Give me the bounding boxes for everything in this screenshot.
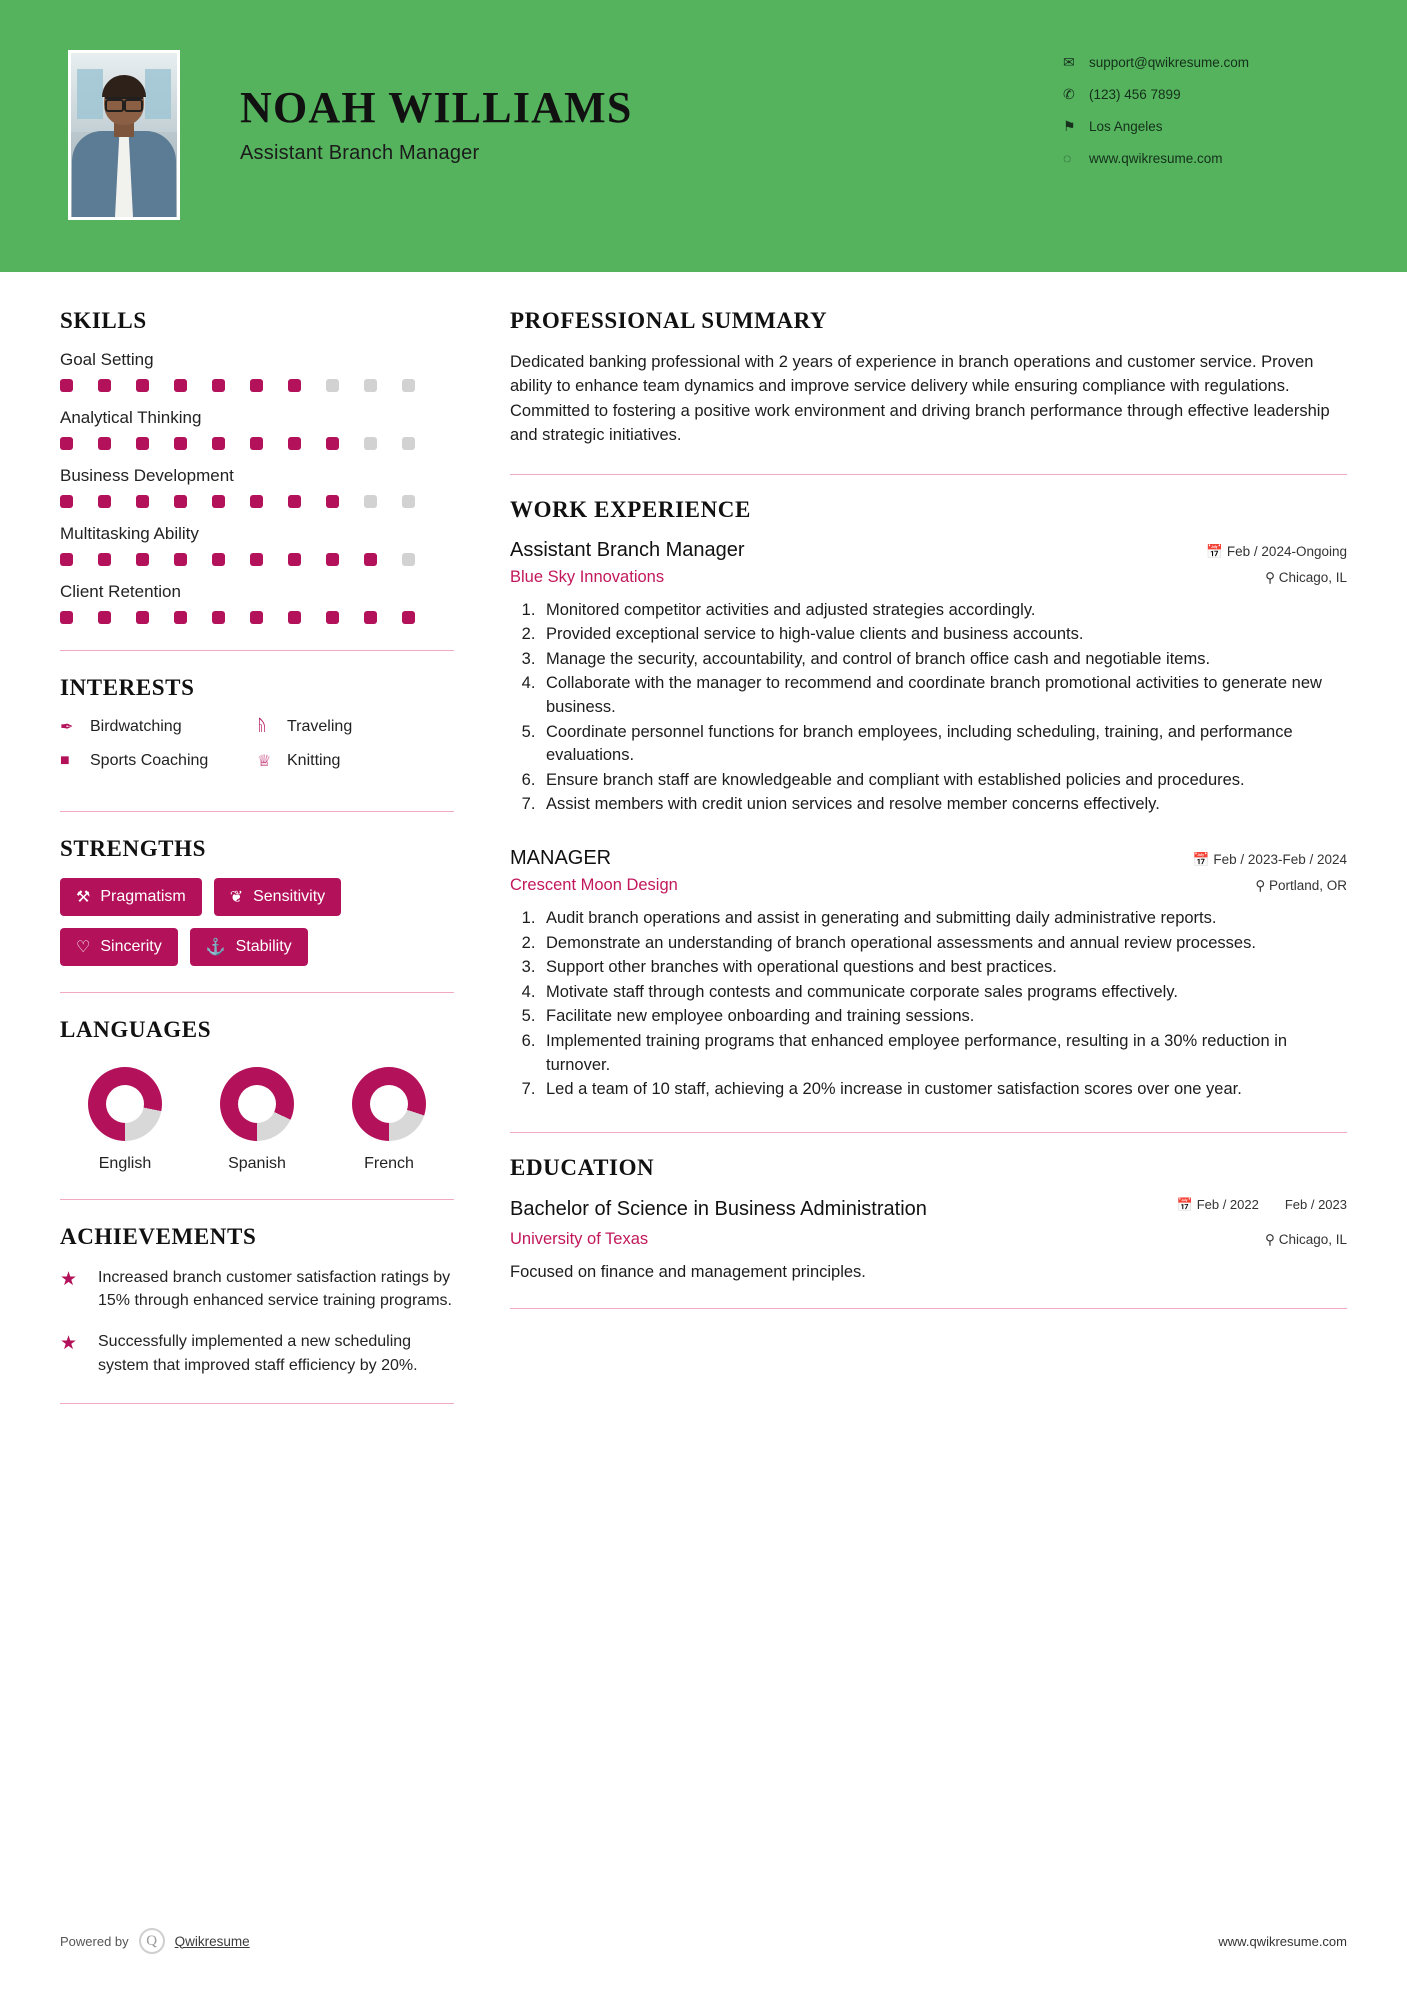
language-proficiency-donut (352, 1067, 426, 1141)
contact-phone-value[interactable]: (123) 456 7899 (1089, 87, 1181, 102)
skill-rating-dot (402, 495, 415, 508)
skill-rating-dot (364, 437, 377, 450)
skill-rating-dot (174, 379, 187, 392)
candidate-job-title: Assistant Branch Manager (240, 142, 480, 164)
bird-icon: ✒ (60, 719, 74, 736)
main-column (500, 272, 1347, 1428)
education-location (1265, 1232, 1347, 1248)
experience-dates: 📅 Feb / 2023-Feb / 2024 (1192, 851, 1347, 867)
education-school: University of Texas (510, 1229, 649, 1248)
skill-rating-dot (136, 379, 149, 392)
experience-location: ⚲ Chicago, IL (1265, 569, 1347, 585)
achievement-text: Increased branch customer satisfaction ratings by 15% through enhanced service training programs. (98, 1269, 452, 1310)
language-proficiency-donut (88, 1067, 162, 1141)
hammer-icon: ⚒ (76, 889, 91, 906)
bag-icon: ■ (60, 752, 70, 769)
experience-dates: 📅 Feb / 2024-Ongoing (1206, 543, 1347, 559)
envelope-icon: ✉ (1063, 54, 1075, 70)
education-description: Focused on finance and management principles. (510, 1262, 866, 1281)
contact-phone (1063, 86, 1353, 103)
contact-location-value: Los Angeles (1089, 119, 1163, 134)
skill-rating-dot (212, 553, 225, 566)
divider (510, 474, 1347, 475)
experience-role: MANAGER (510, 846, 612, 869)
skill-rating-dot (402, 379, 415, 392)
heart-icon: ♡ (76, 939, 91, 956)
contact-website (1063, 150, 1353, 166)
skills-title: SKILLS (60, 308, 147, 333)
brand-block (60, 1928, 250, 1954)
experience-duty: 5. Facilitate new employee onboarding and training sessions. (540, 1005, 1347, 1029)
interest-label: Knitting (287, 752, 341, 769)
experience-duty: 7. Assist members with credit union services and resolve member concerns effectively. (540, 793, 1347, 817)
contact-email-value[interactable]: support@qwikresume.com (1089, 55, 1250, 70)
skill-rating-dot (174, 553, 187, 566)
strengths-title: STRENGTHS (60, 836, 207, 861)
name-block (240, 83, 633, 165)
skill-rating-dot (136, 553, 149, 566)
divider (60, 811, 454, 812)
summary-title: PROFESSIONAL SUMMARY (510, 308, 828, 333)
resume-header (0, 0, 1407, 272)
skill-rating-dot (250, 379, 263, 392)
calendar-icon: 📅 (1176, 1196, 1194, 1212)
experience-section (510, 497, 1347, 1102)
experience-role: Assistant Branch Manager (510, 538, 745, 561)
education-end-date (1285, 1197, 1347, 1214)
interest-label: Birdwatching (90, 718, 182, 735)
skill-rating-dot (250, 495, 263, 508)
skill-rating-dot (136, 611, 149, 624)
skill-rating-dot (212, 379, 225, 392)
skill-rating-dot (326, 437, 339, 450)
skill-rating-dot (364, 611, 377, 624)
experience-entry (510, 847, 1347, 1102)
experience-duty: 4. Collaborate with the manager to recommend and coordinate branch promotional activities to generate new business. (540, 672, 1347, 719)
summary-text: Dedicated banking professional with 2 years of experience in branch operations and customer service. Proven ability to enhance team dynamics and improve service delivery while ensuring compliance with regulations. Committed to fostering a positive work environment and driving branch performance through effective leadership and strategic initiatives. (510, 353, 1330, 445)
experience-subheader (510, 568, 1347, 587)
languages-section (60, 1017, 454, 1173)
experience-duty: 2. Demonstrate an understanding of branch operational assessments and annual review processes. (540, 932, 1347, 956)
skill-rating-dot (60, 553, 73, 566)
experience-duty: 7. Led a team of 10 staff, achieving a 20% increase in customer satisfaction scores over one year. (540, 1078, 1347, 1102)
achievements-title: ACHIEVEMENTS (60, 1224, 257, 1249)
language-item (330, 1067, 448, 1173)
skill-rating-dot (326, 611, 339, 624)
globe-icon: ◌ (1063, 150, 1072, 166)
achievement-item (60, 1266, 454, 1312)
interest-item (257, 751, 454, 771)
skill-rating-dot (60, 611, 73, 624)
experience-duty: 3. Manage the security, accountability, and control of branch office cash and negotiable items. (540, 648, 1347, 672)
star-badge-icon: ★ (60, 1269, 78, 1290)
experience-duty-list (540, 907, 1347, 1102)
strengths-section (60, 836, 454, 966)
page-footer (0, 1928, 1407, 1954)
interest-label: Sports Coaching (90, 752, 209, 769)
qwikresume-logo-icon: Q (139, 1928, 165, 1954)
profile-photo (68, 50, 180, 220)
experience-title: WORK EXPERIENCE (510, 496, 751, 522)
skill-rating (60, 553, 454, 566)
photo-glasses (105, 97, 143, 106)
strength-chip (60, 928, 178, 966)
skill-rating-dot (364, 553, 377, 566)
skill-rating-dot (288, 553, 301, 566)
language-label: English (98, 1155, 152, 1172)
education-start-value: Feb / 2022 (1196, 1196, 1259, 1212)
contact-list (1063, 54, 1353, 181)
location-pin-icon: ⚲ (1265, 569, 1275, 585)
strength-label: Sincerity (100, 938, 162, 955)
languages-title: LANGUAGES (60, 1017, 212, 1042)
star-badge-icon: ★ (60, 1333, 78, 1355)
skill-rating (60, 379, 454, 392)
resume-body (0, 272, 1407, 1428)
skill-rating-dot (402, 553, 415, 566)
interest-item (60, 717, 257, 737)
skill-rating-dot (98, 437, 111, 450)
language-label: French (364, 1155, 414, 1172)
divider (60, 650, 454, 651)
phone-icon: ✆ (1063, 86, 1075, 102)
skill-rating (60, 611, 454, 624)
skill-rating-dot (250, 553, 263, 566)
skill-rating-dot (212, 611, 225, 624)
experience-duty: 6. Ensure branch staff are knowledgeable and compliant with established policies and procedures. (540, 769, 1347, 793)
skill-rating-dot (364, 379, 377, 392)
skill-rating-dot (288, 611, 301, 624)
skill-rating (60, 437, 454, 450)
skill-rating-dot (98, 379, 111, 392)
skill-rating-dot (98, 611, 111, 624)
experience-entry (510, 539, 1347, 817)
footer-url[interactable]: www.qwikresume.com (1218, 1933, 1347, 1949)
interests-list (60, 717, 454, 785)
skill-rating-dot (174, 611, 187, 624)
experience-duty: 2. Provided exceptional service to high-value clients and business accounts. (540, 623, 1347, 647)
experience-duty-list (540, 599, 1347, 817)
experience-location: ⚲ Portland, OR (1255, 877, 1347, 893)
interest-item (60, 751, 257, 771)
brand-link[interactable]: Qwikresume (174, 1933, 250, 1949)
calendar-icon: 📅 (1206, 543, 1224, 559)
skill-rating-dot (136, 437, 149, 450)
experience-duty: 6. Implemented training programs that enhanced employee performance, resulting in a 30% reduction in turnover. (540, 1030, 1347, 1077)
skill-rating-dot (364, 495, 377, 508)
experience-duty: 4. Motivate staff through contests and communicate corporate sales programs effectively. (540, 981, 1347, 1005)
experience-header (510, 847, 1347, 870)
education-section (510, 1155, 1347, 1282)
sidebar-column (60, 272, 500, 1428)
education-end-value: Feb / 2023 (1284, 1196, 1347, 1212)
experience-duty: 1. Audit branch operations and assist in generating and submitting daily administrative reports. (540, 907, 1347, 931)
strength-chip (60, 878, 202, 916)
summary-section (510, 308, 1347, 448)
divider (60, 992, 454, 993)
photo-window-right (145, 69, 171, 119)
education-title: EDUCATION (510, 1154, 655, 1180)
leaf-icon: ❦ (229, 889, 244, 906)
divider (510, 1308, 1347, 1309)
skill-rating-dot (60, 379, 73, 392)
skill-rating-dot (402, 437, 415, 450)
skill-rating (60, 495, 454, 508)
experience-company: Blue Sky Innovations (510, 567, 665, 586)
skill-rating-dot (212, 495, 225, 508)
skill-rating-dot (288, 379, 301, 392)
language-proficiency-donut (220, 1067, 294, 1141)
achievement-text: Successfully implemented a new scheduling system that improved staff efficiency by 20%. (98, 1333, 418, 1374)
skill-rating-dot (174, 495, 187, 508)
skill-rating-dot (250, 437, 263, 450)
skill-label: Client Retention (60, 582, 181, 601)
experience-duty: 3. Support other branches with operational questions and best practices. (540, 956, 1347, 980)
skill-rating-dot (288, 437, 301, 450)
skill-rating-dot (326, 553, 339, 566)
strength-chip (214, 878, 341, 916)
language-label: Spanish (228, 1155, 286, 1172)
contact-email (1063, 54, 1353, 71)
experience-duty: 5. Coordinate personnel functions for branch employees, including scheduling, training, and performance evaluations. (540, 721, 1347, 768)
skill-label: Analytical Thinking (60, 408, 202, 427)
skill-label: Business Development (60, 466, 234, 485)
location-pin-icon: ⚲ (1265, 1231, 1275, 1247)
strength-label: Sensitivity (253, 888, 326, 905)
skill-rating-dot (174, 437, 187, 450)
language-item (198, 1067, 316, 1173)
skills-section (60, 308, 454, 624)
strength-label: Pragmatism (100, 888, 186, 905)
skill-rating-dot (136, 495, 149, 508)
skill-rating-dot (288, 495, 301, 508)
interest-item (257, 717, 454, 737)
language-item (66, 1067, 184, 1173)
skill-rating-dot (60, 437, 73, 450)
interests-title: INTERESTS (60, 675, 195, 700)
strength-label: Stability (235, 938, 292, 955)
strengths-list (60, 878, 454, 966)
skill-rating-dot (98, 553, 111, 566)
jobs-list (510, 539, 1347, 1102)
skills-list (60, 350, 454, 624)
skill-rating-dot (326, 495, 339, 508)
candidate-name: NOAH WILLIAMS (240, 83, 633, 132)
interest-label: Traveling (287, 718, 353, 735)
trophy-icon: ♕ (257, 753, 272, 770)
interests-section (60, 675, 454, 785)
anchor-icon: ⚓ (205, 939, 226, 956)
location-pin-icon: ⚲ (1255, 877, 1266, 893)
experience-subheader (510, 876, 1347, 895)
skill-rating-dot (212, 437, 225, 450)
skill-label: Multitasking Ability (60, 524, 199, 543)
skill-rating-dot (98, 495, 111, 508)
education-subheader (510, 1230, 1347, 1249)
divider (510, 1132, 1347, 1133)
contact-website-value[interactable]: www.qwikresume.com (1089, 150, 1223, 166)
contact-location (1063, 118, 1353, 135)
skill-rating-dot (326, 379, 339, 392)
education-dates (1177, 1197, 1347, 1214)
skill-rating-dot (250, 611, 263, 624)
experience-company: Crescent Moon Design (510, 875, 678, 894)
photo-window-left (77, 69, 103, 119)
binoculars-icon: ᚥ (257, 718, 267, 735)
achievements-list (60, 1266, 454, 1377)
divider (60, 1403, 454, 1404)
education-degree: Bachelor of Science in Business Administration (510, 1197, 927, 1220)
achievement-item (60, 1330, 454, 1376)
strength-chip (190, 928, 308, 966)
achievements-section (60, 1224, 454, 1377)
powered-by-label: Powered by (60, 1933, 129, 1949)
education-location-value: Chicago, IL (1278, 1231, 1347, 1247)
location-pin-icon: ⚑ (1063, 118, 1076, 134)
skill-rating-dot (60, 495, 73, 508)
skill-rating-dot (402, 611, 415, 624)
experience-header (510, 539, 1347, 562)
languages-list (60, 1059, 454, 1173)
education-header (510, 1197, 1347, 1222)
education-start-date (1177, 1197, 1259, 1214)
skill-label: Goal Setting (60, 350, 154, 369)
divider (60, 1199, 454, 1200)
calendar-icon: 📅 (1192, 851, 1210, 867)
experience-duty: 1. Monitored competitor activities and adjusted strategies accordingly. (540, 599, 1347, 623)
